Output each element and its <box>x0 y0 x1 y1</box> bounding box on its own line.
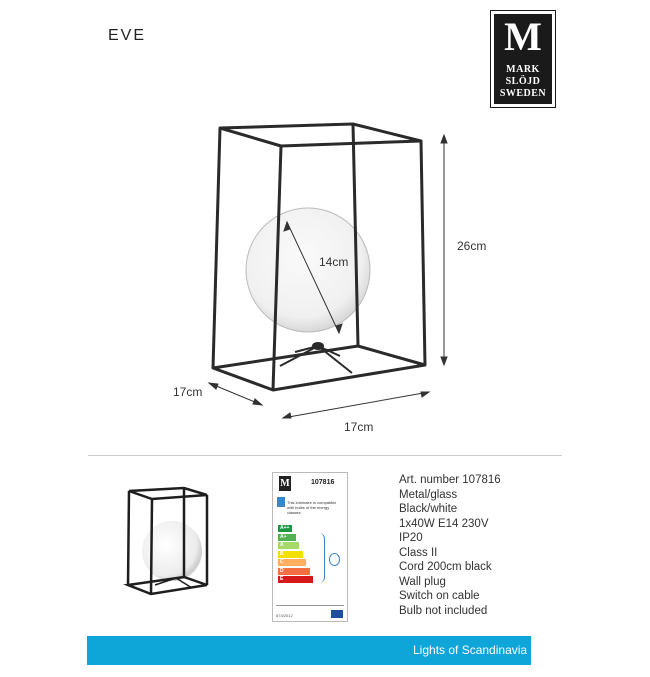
logo-word-3: SWEDEN <box>499 88 547 99</box>
energy-class-bar: A <box>278 542 299 549</box>
label-logo: M <box>280 478 290 489</box>
footer-tagline: Lights of Scandinavia <box>413 643 528 657</box>
spec-item: Art. number 107816 <box>399 474 501 486</box>
spec-item: Switch on cable <box>399 590 480 602</box>
spec-item: 1x40W E14 230V <box>399 517 489 530</box>
spec-item: Class II <box>399 546 438 559</box>
spec-item: Cord 200cm black <box>399 561 492 573</box>
bulb-icon <box>329 553 340 566</box>
label-divider <box>276 605 344 606</box>
footer-bar <box>87 636 531 665</box>
lamp-icon <box>277 497 285 507</box>
spec-list <box>399 473 501 618</box>
energy-label <box>272 472 348 622</box>
energy-class-bar: A+ <box>278 534 296 541</box>
spec-item: IP20 <box>399 532 423 544</box>
product-photo <box>128 488 207 594</box>
energy-class-bar: A++ <box>278 525 292 532</box>
spec-item: Bulb not included <box>399 604 488 617</box>
energy-class-bar: D <box>278 568 310 575</box>
label-art-number: 107816 <box>311 479 335 486</box>
width-label: 17cm <box>344 420 374 434</box>
label-regulation: 874/2012 <box>276 613 293 618</box>
diameter-label: 14cm <box>319 255 349 269</box>
depth-label: 17cm <box>173 385 203 399</box>
spec-item: Black/white <box>399 503 458 515</box>
energy-class-bar: C <box>278 559 306 566</box>
bracket-icon <box>318 533 325 583</box>
label-compat-text: This luminaire is compatible with bulbs of the energy classes: <box>287 500 337 515</box>
logo-letter: M <box>504 14 542 59</box>
section-divider <box>88 455 562 456</box>
eu-flag-icon <box>331 610 343 618</box>
spec-item: Wall plug <box>399 575 446 588</box>
spec-item: Metal/glass <box>399 488 458 501</box>
logo-word-2: SLÖJD <box>505 76 541 87</box>
glass-globe <box>246 208 370 332</box>
height-label: 26cm <box>457 239 487 253</box>
energy-class-bar: B <box>278 551 303 558</box>
energy-class-bar: E <box>278 576 313 583</box>
logo-word-1: MARK <box>506 64 540 75</box>
energy-bars <box>278 525 320 585</box>
product-title: EVE <box>108 27 147 44</box>
